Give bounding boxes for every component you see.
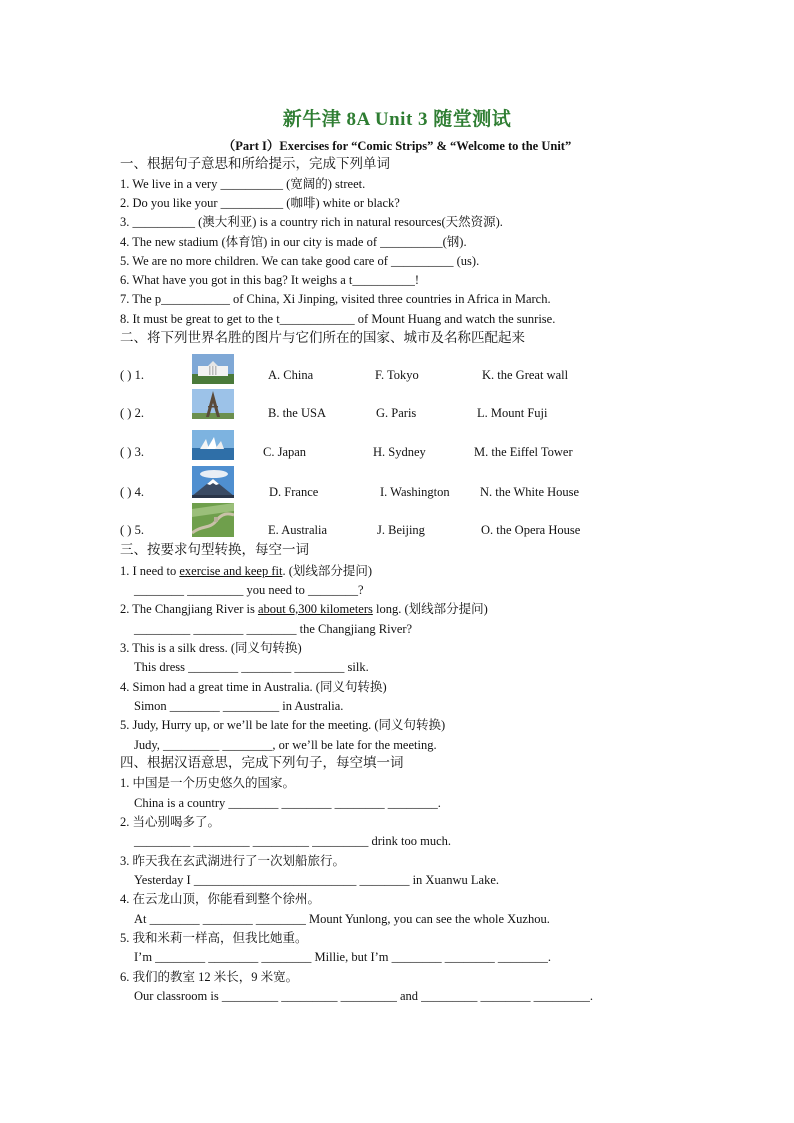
s4-q6-answer: Our classroom is _________ _________ _________ and _________ ________ _________.	[134, 989, 594, 1003]
eiffel-tower-photo	[192, 389, 234, 419]
s1-item-6: 6. What have you got in this bag? It weighs a t__________!	[120, 273, 420, 287]
match-option-g: G. Paris	[376, 406, 417, 420]
match-option-m: M. the Eiffel Tower	[474, 445, 573, 459]
s3-q2-underlined: about 6,300 kilometers	[257, 602, 373, 616]
match-option-k: K. the Great wall	[482, 368, 569, 382]
s1-item-7: 7. The p___________ of China, Xi Jinping, visited three countries in Africa in March.	[120, 292, 551, 306]
s3-q5-answer: Judy, _________ ________, or we’ll be late for the meeting.	[134, 738, 437, 752]
match-option-c: C. Japan	[263, 445, 307, 459]
opera-house-photo	[192, 430, 234, 460]
s3-q5: 5. Judy, Hurry up, or we’ll be late for the meeting. (同义句转换)	[120, 718, 446, 732]
white-house-photo	[192, 354, 234, 384]
match-option-i: I. Washington	[380, 485, 450, 499]
match-option-o: O. the Opera House	[481, 523, 581, 537]
s3-q4-answer: Simon ________ _________ in Australia.	[134, 699, 344, 713]
match-row-1	[120, 354, 680, 394]
s1-item-5: 5. We are no more children. We can take good care of __________ (us).	[120, 254, 480, 268]
s4-q6: 6. 我们的教室 12 米长，9 米宽。	[120, 970, 299, 984]
s3-q4: 4. Simon had a great time in Australia. (同义句转换)	[120, 680, 387, 694]
match-option-b: B. the USA	[268, 406, 326, 420]
s1-item-8: 8. It must be great to get to the t____________ of Mount Huang and watch the sunrise.	[120, 312, 556, 326]
match-option-n: N. the White House	[480, 485, 580, 499]
s4-q1-answer: China is a country ________ ________ ________ ________.	[134, 796, 441, 810]
s3-q2-answer: _________ ________ ________ the Changjiang River?	[134, 622, 413, 636]
match-option-d: D. France	[269, 485, 319, 499]
match-bracket: ( ) 1.	[120, 368, 144, 382]
match-option-l: L. Mount Fuji	[477, 406, 548, 420]
match-row-3	[120, 430, 680, 470]
s3-q1-instruction: . (划线部分提问)	[282, 564, 373, 578]
match-option-j: J. Beijing	[377, 523, 425, 537]
match-bracket: ( ) 2.	[120, 406, 144, 420]
s4-q1: 1. 中国是一个历史悠久的国家。	[120, 776, 296, 790]
s4-q5: 5. 我和米莉一样高，但我比她重。	[120, 931, 308, 945]
s4-q4: 4. 在云龙山顶，你能看到整个徐州。	[120, 892, 321, 906]
match-bracket: ( ) 3.	[120, 445, 144, 459]
s1-item-1: 1. We live in a very __________ (宽阔的) street.	[120, 177, 366, 191]
s3-q1-text: 1. I need to	[120, 564, 180, 578]
page-title: 新牛津 8A Unit 3 随堂测试	[282, 109, 512, 130]
s3-q2-text: 2. The Changjiang River is	[120, 602, 258, 616]
match-option-a: A. China	[268, 368, 314, 382]
s4-q4-answer: At ________ ________ ________ Mount Yunlong, you can see the whole Xuzhou.	[134, 912, 550, 926]
match-bracket: ( ) 5.	[120, 523, 144, 537]
s4-q3: 3. 昨天我在玄武湖进行了一次划船旅行。	[120, 854, 346, 868]
s3-q1	[120, 563, 372, 579]
s1-item-3: 3. __________ (澳大利亚) is a country rich in natural resources(天然资源).	[120, 215, 503, 229]
section4-heading: 四、根据汉语意思，完成下列句子，每空填一词	[120, 755, 404, 770]
section1-heading: 一、根据句子意思和所给提示，完成下列单词	[120, 156, 390, 171]
s3-q3: 3. This is a silk dress. (同义句转换)	[120, 641, 302, 655]
s3-q1-answer: ________ _________ you need to ________?	[134, 583, 364, 597]
section2-heading: 二、将下列世界名胜的图片与它们所在的国家、城市及名称匹配起来	[120, 330, 525, 345]
great-wall-photo	[192, 503, 234, 537]
mount-fuji-photo	[192, 466, 234, 498]
s3-q2	[120, 601, 488, 617]
s1-item-4: 4. The new stadium (体育馆) in our city is made of __________(钢).	[120, 235, 467, 249]
match-bracket: ( ) 4.	[120, 485, 144, 499]
match-option-h: H. Sydney	[373, 445, 426, 459]
match-row-2	[120, 392, 680, 432]
s4-q2-answer: _________ _________ _________ _________ drink too much.	[134, 834, 452, 848]
s4-q5-answer: I’m ________ ________ ________ Millie, but I’m ________ ________ ________.	[134, 950, 551, 964]
match-row-4	[120, 468, 680, 508]
match-option-e: E. Australia	[268, 523, 328, 537]
s4-q3-answer: Yesterday I __________________________ ________ in Xuanwu Lake.	[134, 873, 500, 887]
section3-heading: 三、按要求句型转换，每空一词	[120, 542, 309, 557]
match-option-f: F. Tokyo	[375, 368, 419, 382]
match-row-5	[120, 505, 680, 545]
s3-q1-underlined: exercise and keep fit	[179, 564, 283, 578]
s3-q3-answer: This dress ________ ________ ________ silk.	[134, 660, 369, 674]
s3-q2-instruction: long. (划线部分提问)	[372, 602, 488, 616]
s1-item-2: 2. Do you like your __________ (咖啡) white or black?	[120, 196, 400, 210]
s4-q2: 2. 当心别喝多了。	[120, 815, 221, 829]
page-subtitle: （Part I）Exercises for “Comic Strips” & “Welcome to the Unit”	[222, 139, 572, 153]
